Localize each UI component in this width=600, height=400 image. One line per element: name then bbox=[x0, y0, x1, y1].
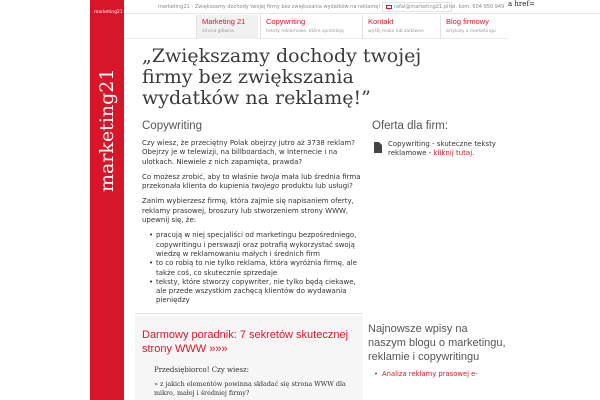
list-item: • teksty, które stworzy copywriter, nie tylko będą ciekawe, ale przede wszystkim zachęcą klientów do wydawania pieniędzy bbox=[150, 278, 362, 306]
blog-post-list bbox=[374, 370, 508, 379]
paragraph-intro: Czy wiesz, że przeciętny Polak obejrzy jutro aż 3738 reklam? Obejrzy je w telewizji, na billboardach, w Internecie i na ulotkach. Niewiele z nich zapamięta, prawda? bbox=[142, 139, 355, 166]
main-nav bbox=[124, 15, 508, 39]
copywriting-section bbox=[142, 120, 362, 306]
offer-section bbox=[372, 120, 502, 158]
emphasis-text: twoja bbox=[260, 172, 280, 181]
free-guide-list bbox=[154, 380, 356, 397]
paragraph-checklist-intro: Zanim wybierzesz firmę, która zajmie się napisaniem oferty, reklamy prasowej, broszury lub stworzeniem strony WWW, upewnij się, że: bbox=[142, 197, 354, 225]
nav-item-subtitle: strona główna bbox=[202, 29, 234, 34]
brand-logo: marketing21 bbox=[96, 68, 118, 192]
blog-section bbox=[368, 322, 508, 379]
envelope-icon bbox=[386, 5, 392, 9]
nav-item-title: Kontakt bbox=[368, 17, 394, 26]
blog-post-link[interactable]: • Analiza reklamy prasowej e- bbox=[374, 370, 508, 379]
phone-number: tel. kom. 604 950 949 bbox=[449, 4, 505, 10]
free-guide-link[interactable]: Darmowy poradnik: 7 sekretów skutecznej strony WWW »»» bbox=[142, 329, 349, 355]
site-tagline: marketing21 - Zwiększamy dochody twojej firmy bez zwiększania wydatków na reklamę! bbox=[158, 4, 381, 10]
text-fragment: . bbox=[472, 149, 475, 158]
page-headline: „Zwiększamy dochody twojej firmy bez zwiększania wydatków na reklamę!” bbox=[142, 45, 422, 109]
stray-markup-text: a href= bbox=[508, 0, 535, 8]
nav-item-title: Copywriting bbox=[266, 17, 306, 26]
document-icon bbox=[374, 142, 382, 153]
offer-link[interactable]: kliknij tutaj bbox=[433, 149, 473, 158]
brand-sidebar bbox=[90, 0, 124, 400]
paragraph-question bbox=[142, 173, 362, 192]
nav-item-contact[interactable] bbox=[362, 15, 438, 39]
nav-item-home[interactable] bbox=[196, 15, 258, 39]
brand-small-label: marketing21 bbox=[94, 10, 123, 15]
free-guide-box bbox=[135, 316, 363, 400]
email-text: rafal@marketing21.pl bbox=[394, 4, 449, 10]
nav-item-title: Marketing 21 bbox=[202, 17, 246, 26]
text-fragment: Co możesz zrobić, aby to właśnie bbox=[142, 172, 261, 181]
nav-item-blog[interactable] bbox=[440, 15, 508, 39]
email-link[interactable] bbox=[382, 2, 452, 12]
copywriting-heading: Copywriting bbox=[142, 120, 203, 132]
offer-heading: Oferta dla firm: bbox=[372, 120, 449, 132]
nav-item-subtitle: teksty reklamowe, które sprzedają bbox=[266, 29, 344, 34]
text-fragment: produktu lub usługi? bbox=[279, 182, 353, 191]
list-item: • pracują w niej specjaliści od marketingu bezpośredniego, copywritingu i perswazji oraz potrafią wykorzystać swoją wiedzę w reklamowaniu małych i średnich firm bbox=[150, 231, 362, 259]
text-fragment: mała lub średnia firma przekonała klienta do kupienia bbox=[142, 172, 361, 191]
divider bbox=[135, 313, 363, 314]
nav-item-title: Blog firmowy bbox=[446, 17, 489, 26]
offer-text bbox=[388, 140, 506, 159]
list-item: • to co robią to nie tylko reklama, która wyróżnia firmę, ale także coś, co skutecznie sprzedaje bbox=[150, 259, 362, 278]
list-item: » z jakich elementów powinna składać się strona WWW dla mikro, małej i średniej firmy? bbox=[154, 380, 346, 397]
logo-link[interactable] bbox=[90, 0, 124, 400]
checklist bbox=[150, 231, 362, 305]
free-guide-lead: Przedsiębiorco! Czy wiesz: bbox=[154, 366, 250, 374]
nav-item-copywriting[interactable] bbox=[260, 15, 360, 39]
nav-item-subtitle: artykuły o marketingu bbox=[446, 29, 496, 34]
emphasis-text: twojego bbox=[251, 182, 280, 191]
nav-item-subtitle: wyślij maila lub zadzwoń bbox=[368, 29, 424, 34]
offer-description: Copywriting - skuteczne teksty reklamowe - bbox=[388, 140, 496, 158]
blog-heading: Najnowsze wpisy na naszym blogu o marketingu, reklamie i copywritingu bbox=[368, 323, 506, 363]
